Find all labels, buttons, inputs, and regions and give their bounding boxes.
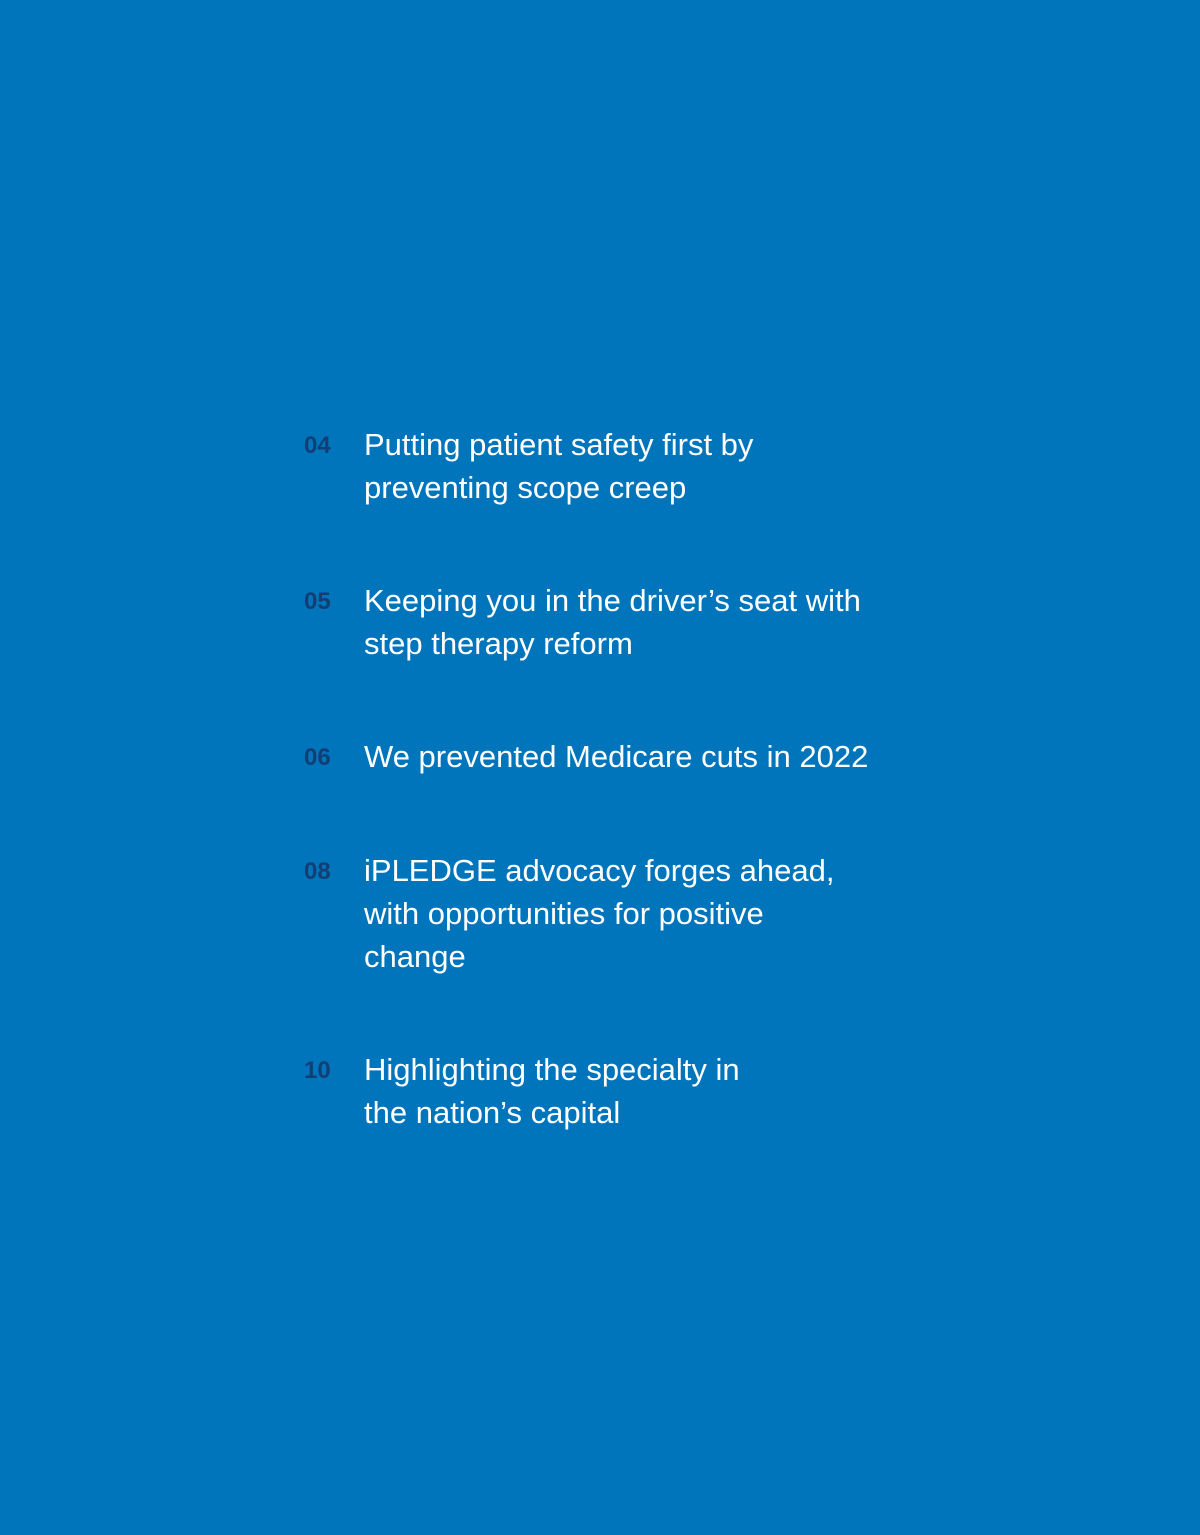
toc-entry-title: Highlighting the specialty in the nation’s capital [364, 1052, 740, 1130]
toc-entry-title: Putting patient safety first by preventing scope creep [364, 427, 754, 505]
toc-entry-title: Keeping you in the driver’s seat with step therapy reform [364, 583, 861, 661]
toc-page-number: 06 [304, 744, 331, 771]
toc-page-number: 10 [304, 1057, 331, 1084]
toc-entry-step-therapy[interactable] [304, 579, 944, 665]
toc-entry-title: We prevented Medicare cuts in 2022 [364, 739, 869, 774]
toc-page-number: 04 [304, 432, 331, 459]
toc-entry-title: iPLEDGE advocacy forges ahead, with opportunities for positive change [364, 853, 835, 974]
toc-page-number: 05 [304, 588, 331, 615]
toc-entry-nations-capital[interactable] [304, 1048, 944, 1134]
toc-page-number: 08 [304, 858, 331, 885]
toc-entry-medicare-cuts[interactable] [304, 735, 944, 779]
toc-entry-scope-creep[interactable] [304, 423, 944, 509]
toc-entry-ipledge[interactable] [304, 849, 944, 978]
table-of-contents [304, 423, 944, 1134]
